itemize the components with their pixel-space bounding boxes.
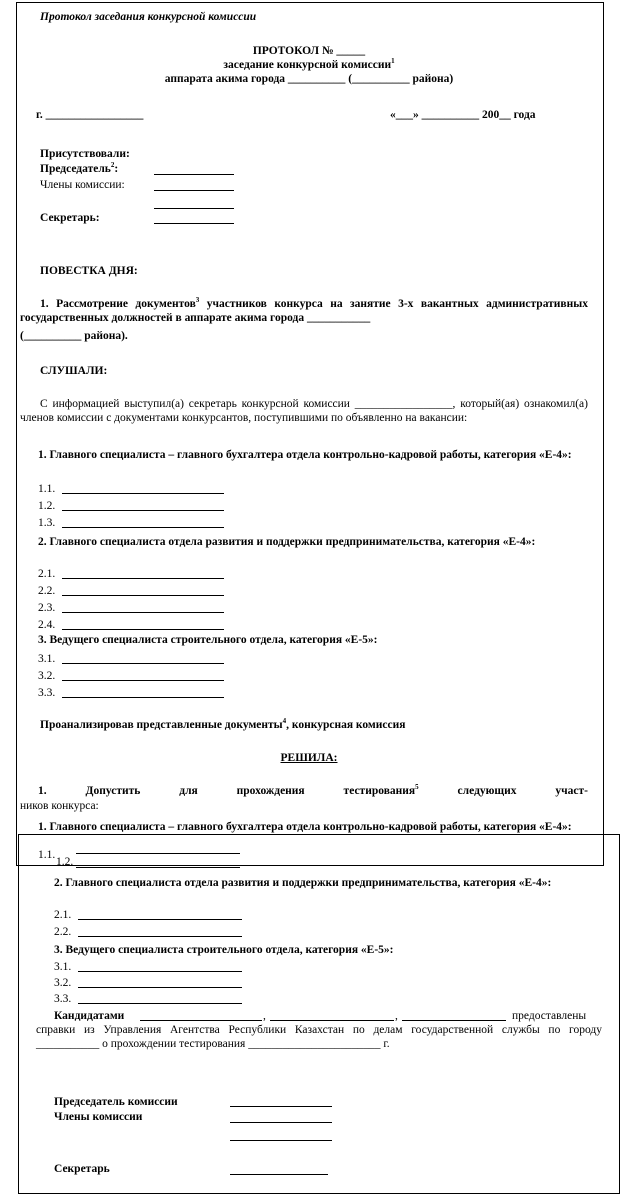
- heard-paragraph: С информацией выступил(а) секретарь конкурсной комиссии _________________, который(ая) ознакомил(а) членов комиссии с документами конкурсантов, поступившими по объявленно на вакансии:: [20, 398, 588, 424]
- heard-category-1: 1. Главного специалиста – главного бухгалтера отдела контрольно-кадровой работы, категория «Е-4»:: [38, 449, 572, 461]
- chair-line: [154, 174, 234, 175]
- secretary-label: Секретарь:: [40, 212, 100, 224]
- decided-paragraph-end: ников конкурса:: [20, 800, 99, 812]
- candidates-label: Кандидатами: [54, 1010, 125, 1022]
- list-item-number: 2.2.: [38, 585, 56, 597]
- list-item-number: 2.3.: [38, 602, 56, 614]
- chair-label: Председатель$^2$:: [40, 161, 119, 175]
- list-item-blank-line: [62, 595, 224, 596]
- continued-category-2: 2. Главного специалиста отдела развития и поддержки предпринимательства, категория «Е-4»:: [54, 877, 552, 889]
- agenda-item-end: (__________ района).: [20, 330, 128, 342]
- list-item-blank-line: [62, 510, 224, 511]
- member-line-1: [154, 190, 234, 191]
- sign-chair: Председатель комиссии: [54, 1096, 178, 1108]
- date-field: «___» __________ 200__ года: [390, 109, 536, 121]
- list-item-blank-line: [62, 527, 224, 528]
- list-item-number: 2.1.: [54, 909, 72, 921]
- continued-category-3: 3. Ведущего специалиста строительного отдела, категория «Е-5»:: [54, 944, 394, 956]
- list-item-number: 3.3.: [38, 687, 56, 699]
- agenda-heading: ПОВЕСТКА ДНЯ:: [40, 265, 138, 277]
- attendees-heading: Присутствовали:: [40, 148, 130, 160]
- sign-secretary-line: [230, 1174, 328, 1175]
- list-item-blank-line: [62, 612, 224, 613]
- list-item-blank-line: [78, 1003, 242, 1004]
- overlap-line-b: [76, 867, 240, 868]
- list-item-blank-line: [78, 971, 242, 972]
- list-item-blank-line: [62, 629, 224, 630]
- heard-category-3: 3. Ведущего специалиста строительного отдела, категория «Е-5»:: [38, 634, 378, 646]
- list-item-number: 3.2.: [54, 977, 72, 989]
- overlap-item-b: 1.2.: [56, 856, 74, 868]
- place-field: г. _________________: [36, 109, 144, 121]
- secretary-line: [154, 223, 234, 224]
- list-item-blank-line: [62, 493, 224, 494]
- list-item-number: 2.1.: [38, 568, 56, 580]
- list-item-blank-line: [62, 697, 224, 698]
- list-item-number: 3.2.: [38, 670, 56, 682]
- overlap-item-a: 1.1.: [38, 849, 56, 861]
- list-item-number: 3.3.: [54, 993, 72, 1005]
- list-item-blank-line: [78, 987, 242, 988]
- candidate-comma-1: ,: [263, 1010, 266, 1022]
- member-line-2: [154, 208, 234, 209]
- decided-heading: РЕШИЛА:: [280, 752, 338, 764]
- list-item-number: 2.4.: [38, 619, 56, 631]
- protocol-apparatus: аппарата акима города __________ (__________ района): [164, 73, 454, 85]
- document-frame-page1: [16, 2, 604, 866]
- sign-chair-line: [230, 1106, 332, 1107]
- candidate-comma-2: ,: [395, 1010, 398, 1022]
- overlap-line-a: [76, 853, 240, 854]
- sign-member-line-1: [230, 1122, 332, 1123]
- analysis-line: Проанализировав представленные документы$^4$, конкурсная комиссия: [40, 717, 406, 731]
- list-item-number: 2.2.: [54, 926, 72, 938]
- sign-member-line-2: [230, 1140, 332, 1141]
- list-item-blank-line: [78, 919, 242, 920]
- sign-members: Члены комиссии: [54, 1111, 143, 1123]
- document-header: Протокол заседания конкурсной комиссии: [40, 11, 257, 23]
- candidates-text: предоставлены справки из Управления Агентства Республики Казахстан по делам государственной службы по городу ___________ о прохождении тестирования _______________________ г.: [36, 1010, 602, 1050]
- list-item-blank-line: [62, 663, 224, 664]
- list-item-number: 1.1.: [38, 483, 56, 495]
- list-item-number: 1.2.: [38, 500, 56, 512]
- list-item-number: 1.3.: [38, 517, 56, 529]
- decided-paragraph: 1. Допустить для прохождения тестирования$^5$ следующих участ-: [38, 783, 588, 797]
- list-item-blank-line: [62, 680, 224, 681]
- list-item-blank-line: [62, 578, 224, 579]
- heard-category-2: 2. Главного специалиста отдела развития и поддержки предпринимательства, категория «Е-4»:: [38, 536, 536, 548]
- heard-heading: СЛУШАЛИ:: [40, 365, 108, 377]
- list-item-number: 3.1.: [38, 653, 56, 665]
- decided-category-1: 1. Главного специалиста – главного бухгалтера отдела контрольно-кадровой работы, категория «Е-4»:: [38, 821, 572, 833]
- sign-secretary: Секретарь: [54, 1163, 110, 1175]
- list-item-number: 3.1.: [54, 961, 72, 973]
- members-label: Члены комиссии:: [40, 179, 125, 191]
- list-item-blank-line: [78, 936, 242, 937]
- agenda-item: 1. Рассмотрение документов$^3$ участников конкурса на занятие 3-х вакантных административных государственных должностей в аппарате акима города ___________: [20, 296, 588, 324]
- protocol-subtitle: заседание конкурсной комиссии$^1$: [223, 57, 395, 71]
- protocol-title: ПРОТОКОЛ № _____: [252, 45, 366, 57]
